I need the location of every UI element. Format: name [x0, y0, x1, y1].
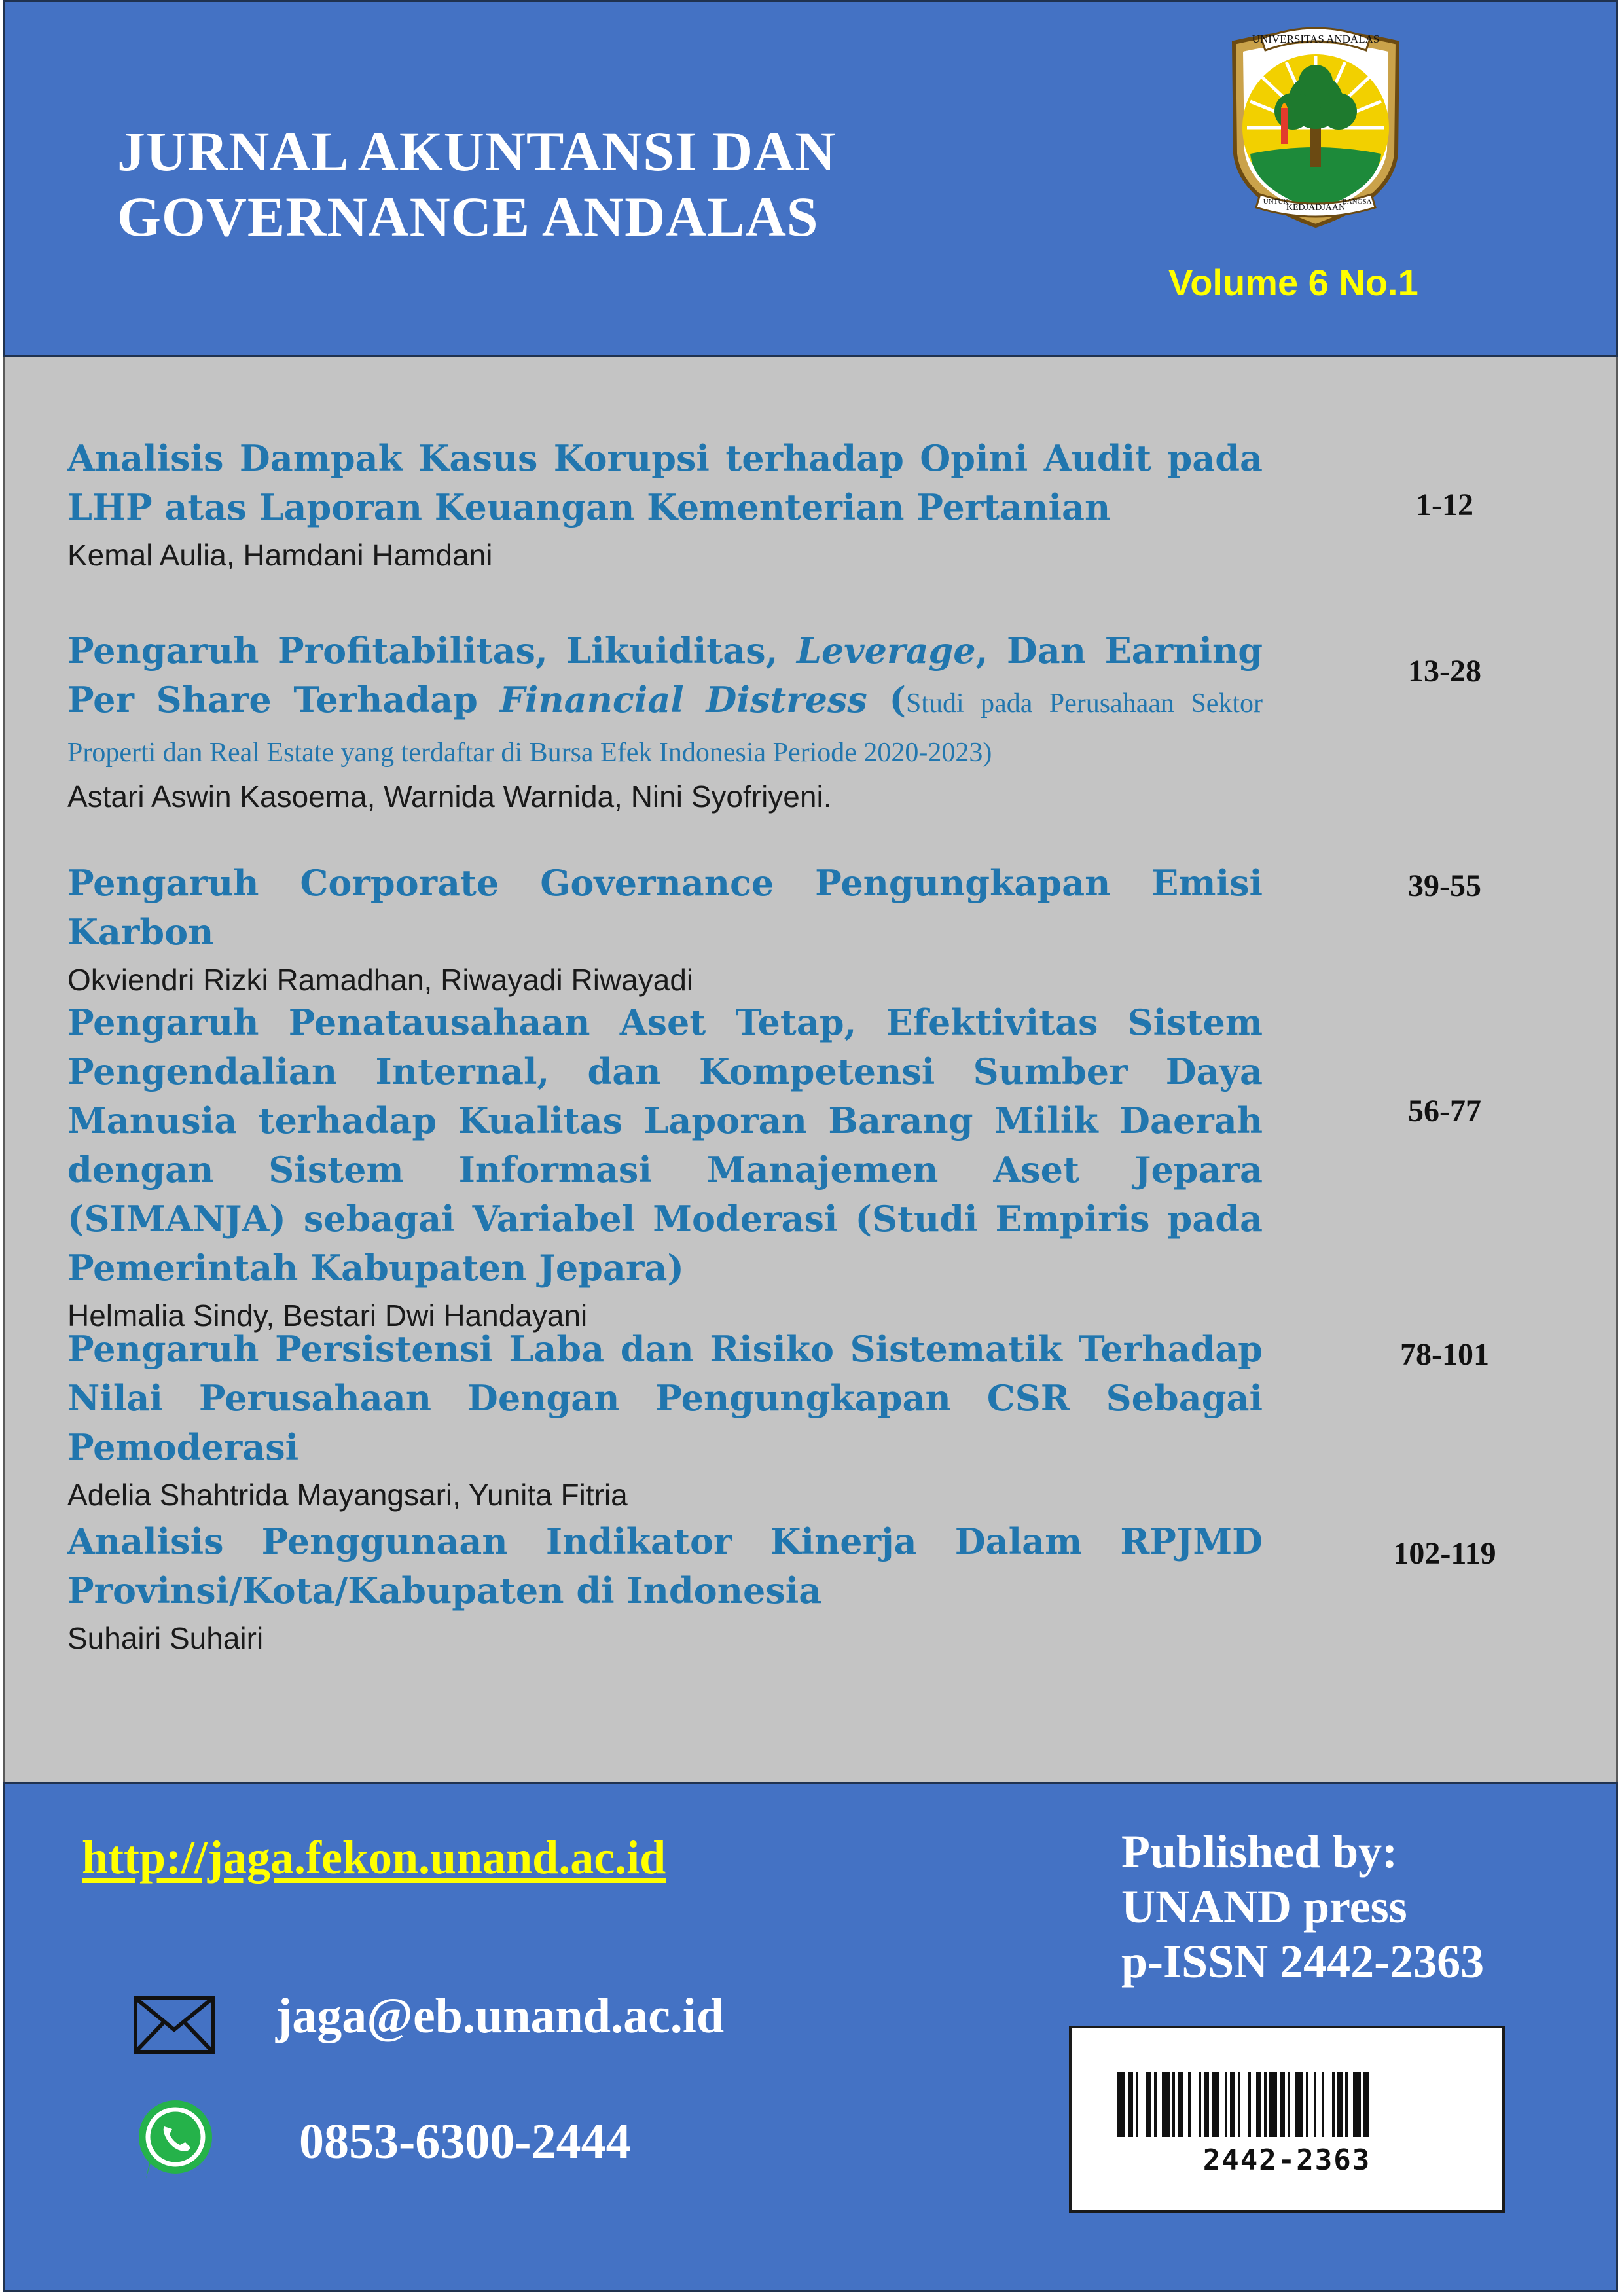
article-entry	[67, 998, 1263, 1336]
barcode-bar	[1238, 2072, 1240, 2137]
article-entry	[67, 859, 1263, 1000]
article-title: Analisis Penggunaan Indikator Kinerja Dalam RPJMD Provinsi/Kota/Kabupaten di Indonesia	[67, 1520, 1263, 1611]
barcode-bar	[1172, 2072, 1175, 2137]
barcode-bar	[1178, 2072, 1183, 2137]
article-authors: Adelia Shahtrida Mayangsari, Yunita Fitria	[67, 1478, 628, 1512]
article-authors: Kemal Aulia, Hamdani Hamdani	[67, 538, 493, 572]
article-authors: Astari Aswin Kasoema, Warnida Warnida, Nini Syofriyeni.	[67, 780, 832, 814]
barcode-bar	[1128, 2072, 1133, 2137]
article-pages: 78-101	[1400, 1337, 1489, 1372]
article-title-part: (	[867, 679, 907, 721]
article-entry	[67, 1517, 1263, 1659]
barcode-bars	[1117, 2072, 1458, 2137]
barcode-bar	[1204, 2072, 1209, 2137]
university-logo	[1221, 16, 1411, 232]
article-subtitle: Studi pada Perusahaan Sektor Properti dan Real Estate yang terdaftar di Bursa Efek Indonesia Periode 2020-2023)	[67, 689, 1263, 768]
barcode-bar	[1212, 2072, 1219, 2137]
envelope-icon	[133, 1979, 218, 2064]
article-entry	[67, 1325, 1263, 1515]
cover-footer	[3, 1782, 1618, 2292]
table-of-contents	[3, 357, 1618, 1782]
journal-title-line2: GOVERNANCE ANDALAS	[117, 185, 819, 248]
issn-barcode	[1069, 2026, 1505, 2213]
barcode-bar	[1314, 2072, 1316, 2137]
article-title-part: , Dan Earning Per Share Terhadap	[67, 630, 1263, 721]
logo-left-text: UNTUK	[1263, 198, 1289, 206]
barcode-bar	[1188, 2072, 1191, 2137]
logo-ribbon-text: KEDJADJAAN	[1286, 203, 1346, 213]
barcode-bar	[1154, 2072, 1157, 2137]
article-title-italic: Financial Distress	[499, 679, 867, 721]
article-entry	[67, 626, 1263, 817]
article-pages: 39-55	[1408, 869, 1481, 903]
phone-number[interactable]: 0853-6300-2444	[299, 2114, 631, 2169]
barcode-bar	[1295, 2072, 1303, 2137]
logo-top-text: UNIVERSITAS ANDALAS	[1252, 33, 1380, 45]
barcode-bar	[1332, 2072, 1335, 2137]
barcode-bar	[1162, 2072, 1170, 2137]
barcode-bar	[1269, 2072, 1277, 2137]
barcode-bar	[1225, 2072, 1227, 2137]
article-title: Pengaruh Persistensi Laba dan Risiko Sistematik Terhadap Nilai Perusahaan Dengan Pengungkapan CSR Sebagai Pemoderasi	[67, 1328, 1263, 1468]
barcode-bar	[1306, 2072, 1308, 2137]
barcode-bar	[1146, 2072, 1151, 2137]
barcode-bar	[1136, 2072, 1138, 2137]
article-entry	[67, 434, 1263, 575]
journal-title-line1: JURNAL AKUNTANSI DAN	[117, 120, 837, 183]
logo-right-text: BANGSA	[1342, 198, 1372, 206]
article-title: Pengaruh Penatausahaan Aset Tetap, Efektivitas Sistem Pengendalian Internal, dan Kompetensi Sumber Daya Manusia terhadap Kualitas Laporan Barang Milik Daerah dengan Sistem Informasi Manajemen Aset Jepara (SIMANJA) sebagai Variabel Moderasi (Studi Empiris pada Pemerintah Kabupaten Jepara)	[67, 1001, 1263, 1289]
email-address[interactable]: jaga@eb.unand.ac.id	[276, 1988, 725, 2043]
barcode-bar	[1280, 2072, 1285, 2137]
article-pages: 56-77	[1408, 1094, 1481, 1128]
barcode-bar	[1256, 2072, 1261, 2137]
barcode-bar	[1230, 2072, 1235, 2137]
publisher-name: UNAND press	[1121, 1880, 1407, 1933]
barcode-bar	[1337, 2072, 1343, 2137]
barcode-bar	[1288, 2072, 1290, 2137]
article-title: Analisis Dampak Kasus Korupsi terhadap Opini Audit pada LHP atas Laporan Keuangan Kementerian Pertanian	[67, 437, 1263, 528]
cover-header	[3, 0, 1618, 357]
published-by-label: Published by:	[1121, 1825, 1398, 1878]
article-title-italic: Leverage	[796, 630, 976, 672]
barcode-bar	[1199, 2072, 1201, 2137]
article-pages: 13-28	[1408, 654, 1481, 689]
publisher-info	[1121, 1824, 1484, 1989]
barcode-bar	[1345, 2072, 1348, 2137]
barcode-number: 2442-2363	[1202, 2144, 1371, 2177]
article-title	[67, 626, 1263, 774]
journal-title	[117, 118, 1099, 249]
article-pages: 1-12	[1416, 488, 1473, 522]
barcode-bar	[1264, 2072, 1267, 2137]
barcode-bar	[1248, 2072, 1251, 2137]
article-pages: 102-119	[1393, 1536, 1496, 1571]
barcode-bar	[1117, 2072, 1125, 2137]
journal-website-link[interactable]: http://jaga.fekon.unand.ac.id	[82, 1831, 666, 1884]
barcode-bar	[1363, 2072, 1369, 2137]
barcode-bar	[1353, 2072, 1361, 2137]
barcode-bar	[1322, 2072, 1324, 2137]
article-title: Pengaruh Corporate Governance Pengungkapan Emisi Karbon	[67, 862, 1263, 953]
volume-label: Volume 6 No.1	[1168, 262, 1418, 303]
whatsapp-icon	[133, 2096, 218, 2181]
article-title-part: Pengaruh Profitabilitas, Likuiditas,	[67, 630, 797, 672]
article-authors: Helmalia Sindy, Bestari Dwi Handayani	[67, 1299, 588, 1333]
article-authors: Suhairi Suhairi	[67, 1621, 264, 1655]
issn-number: p-ISSN 2442-2363	[1121, 1935, 1485, 1988]
article-authors: Okviendri Rizki Ramadhan, Riwayadi Riwayadi	[67, 963, 694, 997]
